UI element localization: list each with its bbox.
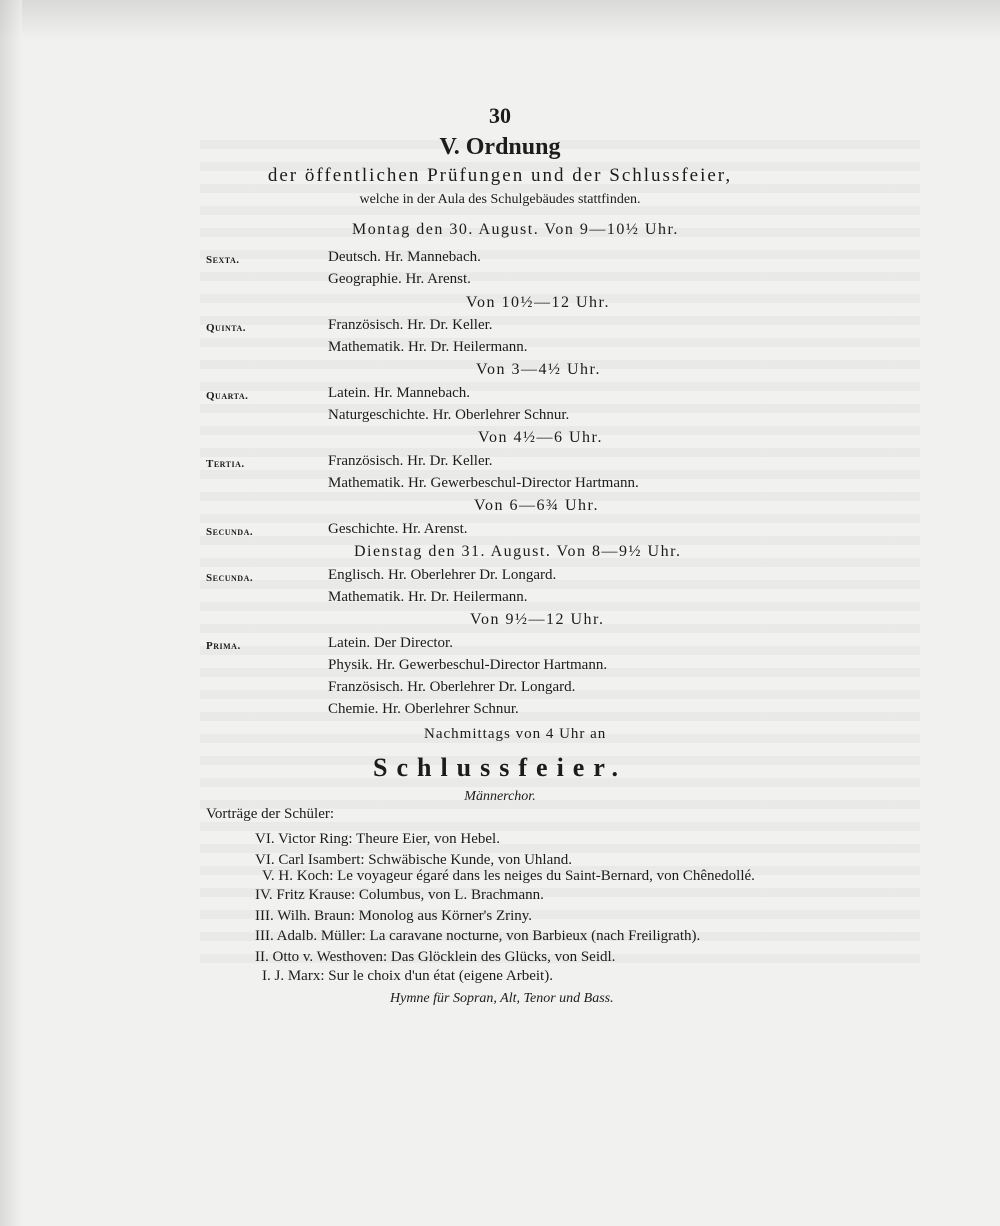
schlussfeier-heading: Schlussfeier. [373, 753, 627, 782]
exam-entry: Deutsch. Hr. Mannebach. [328, 249, 481, 265]
day-heading-monday: Montag den 30. August. Von 9—10½ Uhr. [352, 221, 679, 238]
lecture-item: I. J. Marx: Sur le choix d'un état (eigene Arbeit). [262, 968, 553, 984]
hymne-line: Hymne für Sopran, Alt, Tenor und Bass. [390, 991, 614, 1006]
lecture-item: V. H. Koch: Le voyageur égaré dans les neiges du Saint-Bernard, von Chênedollé. [262, 868, 755, 884]
exam-entry: Englisch. Hr. Oberlehrer Dr. Longard. [328, 567, 557, 583]
page-shadow-top [0, 0, 1000, 40]
exam-entry: Chemie. Hr. Oberlehrer Schnur. [328, 701, 519, 717]
exam-entry: Mathematik. Hr. Gewerbeschul-Director Hartmann. [328, 475, 639, 491]
afternoon-heading: Nachmittags von 4 Uhr an [424, 726, 607, 742]
lectures-heading: Vorträge der Schüler: [206, 806, 335, 822]
exam-entry: Mathematik. Hr. Dr. Heilermann. [328, 339, 528, 355]
exam-entry: Französisch. Hr. Oberlehrer Dr. Longard. [328, 679, 576, 695]
time-heading: Von 9½—12 Uhr. [470, 611, 605, 628]
page-number: 30 [489, 103, 511, 128]
exam-entry: Geographie. Hr. Arenst. [328, 271, 471, 287]
exam-entry: Latein. Der Director. [328, 635, 453, 651]
class-label-quinta: Quinta. [206, 322, 246, 334]
class-label-tertia: Tertia. [206, 458, 245, 470]
time-heading: Von 10½—12 Uhr. [466, 294, 610, 311]
time-heading: Von 4½—6 Uhr. [478, 429, 603, 446]
page-subtitle: der öffentlichen Prüfungen und der Schlussfeier, [267, 165, 733, 186]
lecture-item: VI. Carl Isambert: Schwäbische Kunde, von Uhland. [255, 852, 573, 868]
day-heading-tuesday: Dienstag den 31. August. Von 8—9½ Uhr. [354, 543, 682, 560]
lecture-item: III. Adalb. Müller: La caravane nocturne, von Barbieux (nach Freiligrath). [255, 928, 701, 944]
lecture-item: III. Wilh. Braun: Monolog aus Körner's Zriny. [255, 908, 533, 924]
class-label-secunda: Secunda. [206, 526, 254, 538]
time-heading: Von 3—4½ Uhr. [476, 361, 601, 378]
exam-entry: Latein. Hr. Mannebach. [328, 385, 471, 401]
maennerchor-label: Männerchor. [464, 789, 536, 804]
location-note: welche in der Aula des Schulgebäudes stattfinden. [359, 192, 641, 207]
exam-entry: Geschichte. Hr. Arenst. [328, 521, 468, 537]
exam-entry: Französisch. Hr. Dr. Keller. [328, 317, 493, 333]
class-label-prima: Prima. [206, 640, 241, 652]
exam-entry: Französisch. Hr. Dr. Keller. [328, 453, 493, 469]
exam-entry: Mathematik. Hr. Dr. Heilermann. [328, 589, 528, 605]
page-title: V. Ordnung [439, 134, 561, 160]
exam-entry: Physik. Hr. Gewerbeschul-Director Hartmann. [328, 657, 608, 673]
class-label-secunda: Secunda. [206, 572, 254, 584]
class-label-sexta: Sexta. [206, 254, 240, 266]
exam-entry: Naturgeschichte. Hr. Oberlehrer Schnur. [328, 407, 570, 423]
lecture-item: II. Otto v. Westhoven: Das Glöcklein des Glücks, von Seidl. [255, 949, 616, 965]
time-heading: Von 6—6¾ Uhr. [474, 497, 599, 514]
lecture-item: VI. Victor Ring: Theure Eier, von Hebel. [255, 831, 500, 847]
lecture-item: IV. Fritz Krause: Columbus, von L. Brachmann. [255, 887, 544, 903]
class-label-quarta: Quarta. [206, 390, 249, 402]
